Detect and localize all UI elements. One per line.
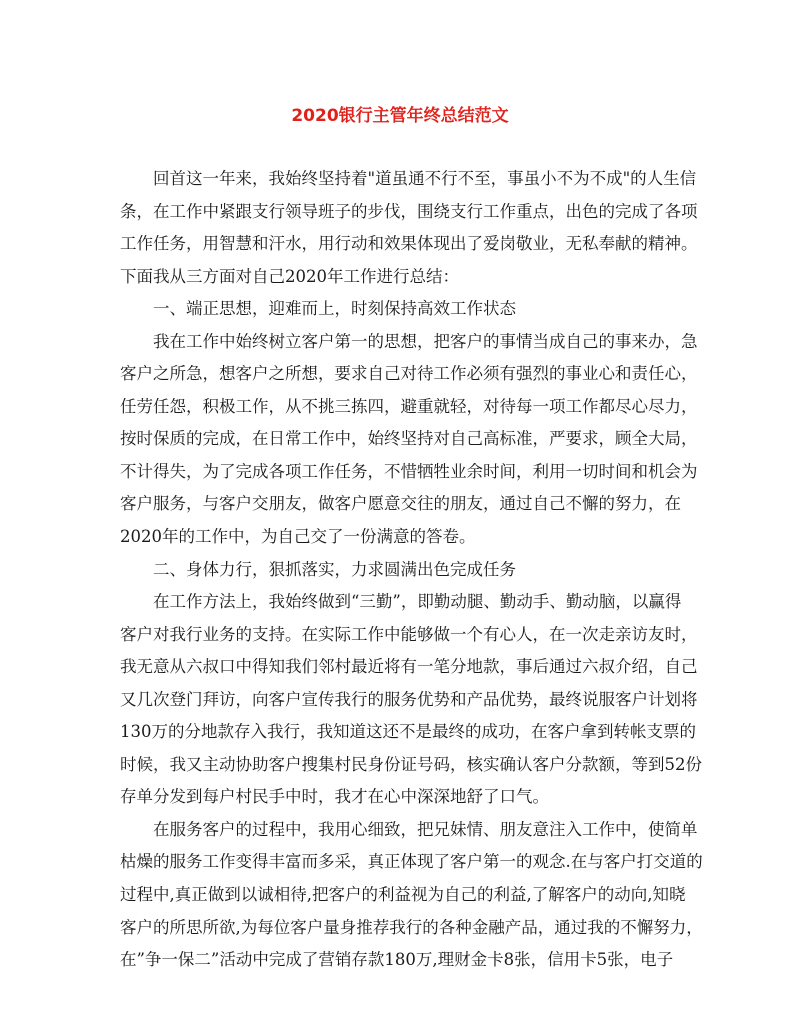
paragraph-line: 客户服务，与客户交朋友，做客户愿意交往的朋友，通过自己不懈的努力，在 [120, 494, 681, 514]
paragraph-line: 回首这一年来，我始终坚持着"道虽通不行不至，事虽小不为不成"的人生信 [153, 169, 697, 188]
paragraph-line: 工作任务，用智慧和汗水，用行动和效果体现出了爱岗敬业，无私奉献的精神。 [120, 234, 698, 254]
paragraph-line: 我无意从六叔口中得知我们邻村最近将有一笔分地款，事后通过六叔介绍，自己 [120, 657, 698, 677]
paragraph-line: 存单分发到每户村民手中时，我才在心中深深地舒了口气。 [120, 787, 549, 807]
paragraph-line: 客户的所思所欲,为每位客户量身推荐我行的各种金融产品，通过我的不懈努力， [120, 917, 703, 937]
paragraph-line: 下面我从三方面对自己2020年工作进行总结： [120, 266, 459, 286]
section-heading: 一、端正思想，迎难而上，时刻保持高效工作状态 [153, 299, 516, 319]
paragraph-line: 任劳任怨，积极工作，从不挑三拣四，避重就轻，对待每一项工作都尽心尽力， [120, 396, 698, 416]
paragraph-line: 时候，我又主动协助客户搜集村民身份证号码，核实确认客户分款额，等到52份 [120, 754, 702, 774]
paragraph-line: 在服务客户的过程中，我用心细致，把兄妹情、朋友意注入工作中，使简单 [153, 819, 698, 839]
section-heading: 二、身体力行，狠抓落实，力求圆满出色完成任务 [153, 559, 516, 579]
paragraph-line: 条，在工作中紧跟支行领导班子的步伐，围绕支行工作重点，出色的完成了各项 [120, 201, 698, 221]
document-body [120, 163, 703, 977]
paragraph-line: 过程中,真正做到以诚相待,把客户的利益视为自己的利益,了解客户的动向,知晓 [120, 885, 686, 905]
paragraph-line: 不计得失，为了完成各项工作任务，不惜牺牲业余时间，利用一切时间和机会为 [120, 461, 698, 481]
paragraph-line: 客户之所急，想客户之所想，要求自己对待工作必须有强烈的事业心和责任心， [120, 364, 698, 384]
paragraph-line: 客户对我行业务的支持。在实际工作中能够做一个有心人，在一次走亲访友时， [120, 624, 698, 644]
paragraph-line: 在”争一保二”活动中完成了营销存款180万,理财金卡8张，信用卡5张，电子 [120, 950, 674, 970]
paragraph-line: 按时保质的完成，在日常工作中，始终坚持对自己高标准，严要求，顾全大局， [120, 429, 698, 449]
document-title: 2020银行主管年终总结范文 [291, 106, 509, 126]
paragraph-line: 2020年的工作中，为自己交了一份满意的答卷。 [120, 527, 476, 547]
paragraph-line: 又几次登门拜访，向客户宣传我行的服务优势和产品优势，最终说服客户计划将 [120, 689, 698, 709]
paragraph-line: 我在工作中始终树立客户第一的思想，把客户的事情当成自己的事来办，急 [153, 331, 698, 351]
paragraph-line: 在工作方法上，我始终做到“三勤”，即勤动腿、勤动手、勤动脑，以赢得 [153, 592, 682, 612]
paragraph-line: 130万的分地款存入我行，我知道这还不是最终的成功，在客户拿到转帐支票的 [120, 722, 696, 742]
paragraph-line: 枯燥的服务工作变得丰富而多采，真正体现了客户第一的观念.在与客户打交道的 [120, 852, 703, 872]
